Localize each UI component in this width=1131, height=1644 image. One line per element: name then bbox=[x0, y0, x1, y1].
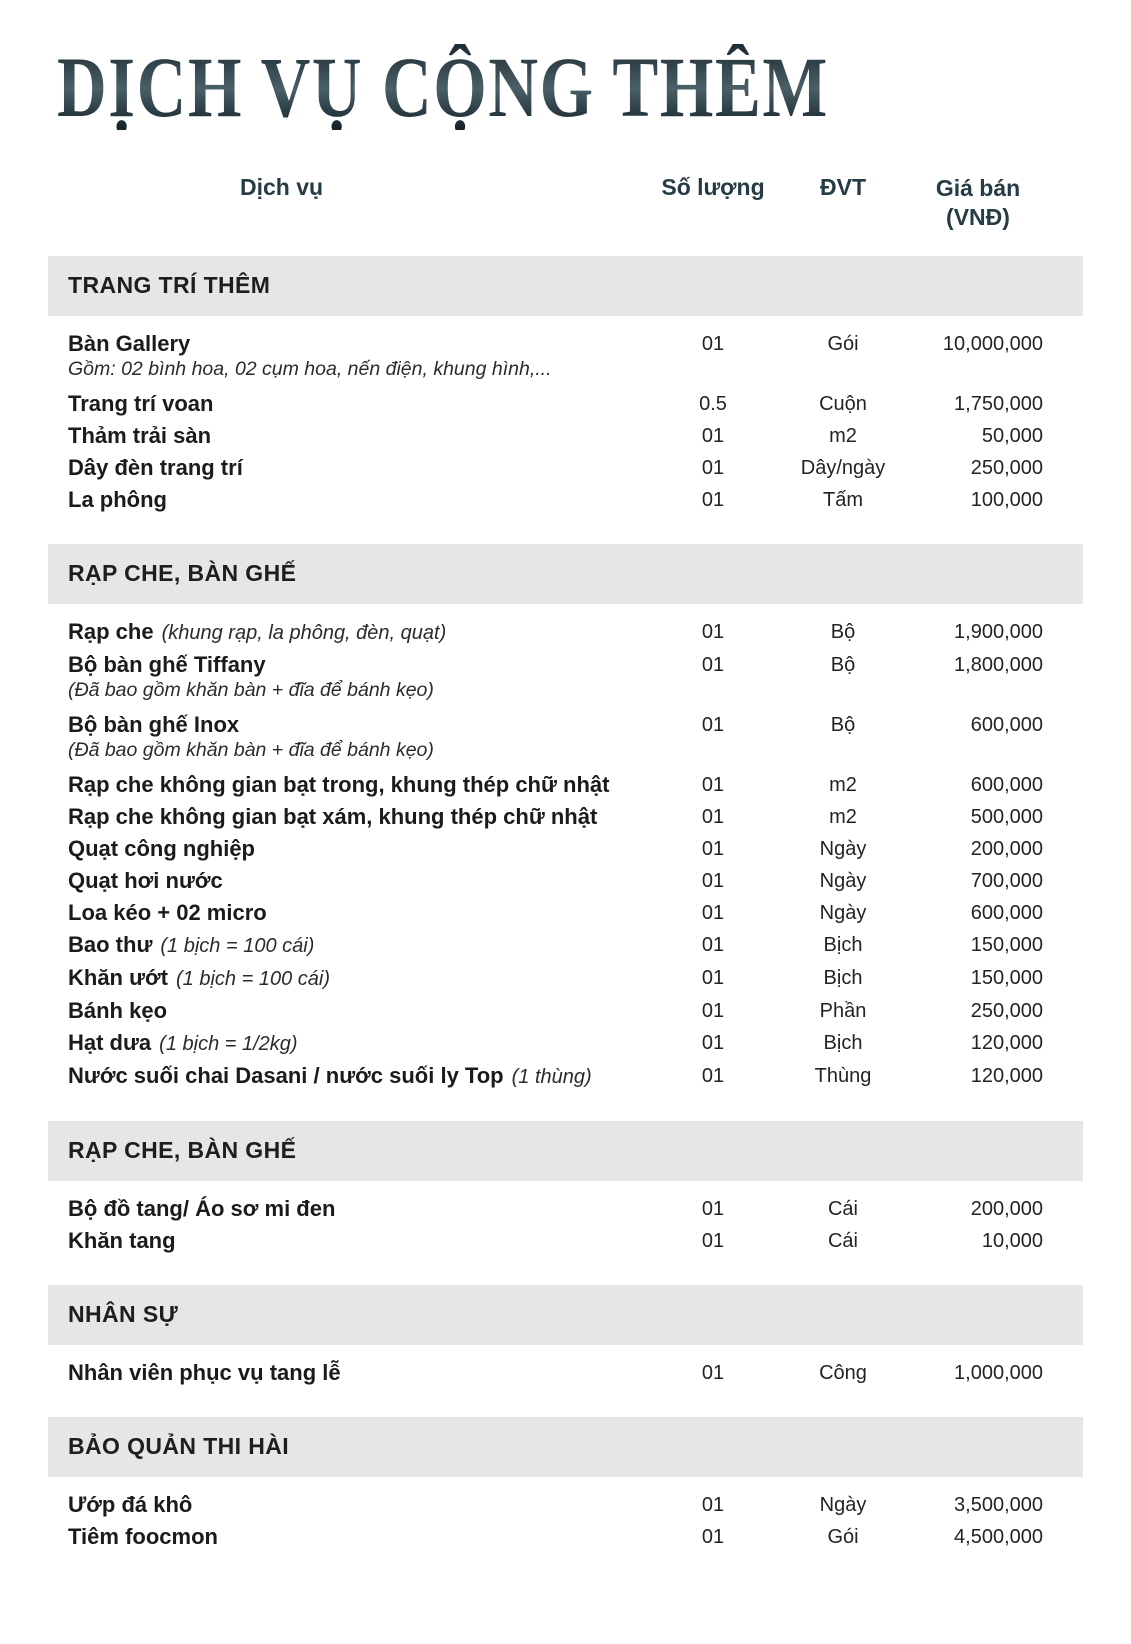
price-cell: 700,000 bbox=[970, 869, 1043, 892]
quantity-cell: 01 bbox=[701, 424, 725, 447]
service-name-cell bbox=[68, 1225, 653, 1257]
service-name-cell bbox=[68, 709, 653, 769]
column-header-price-line2: (VNĐ) bbox=[946, 203, 1010, 230]
table-row bbox=[48, 420, 1083, 452]
price-cell: 1,800,000 bbox=[954, 653, 1043, 676]
table-column-header-row bbox=[48, 144, 1083, 232]
page-title: DỊCH VỤ CỘNG THÊM bbox=[57, 39, 829, 135]
price-cell: 250,000 bbox=[970, 456, 1043, 479]
quantity-cell: 01 bbox=[701, 901, 725, 924]
section-rows bbox=[48, 604, 1083, 1097]
service-name: Rạp che bbox=[68, 618, 154, 644]
section-rows bbox=[48, 1181, 1083, 1261]
service-name-cell bbox=[68, 769, 653, 801]
table-row bbox=[48, 897, 1083, 929]
price-cell: 100,000 bbox=[970, 488, 1043, 511]
table-row bbox=[48, 1060, 1083, 1093]
service-name-cell bbox=[68, 1357, 653, 1389]
service-name-cell bbox=[68, 649, 653, 709]
price-cell: 1,900,000 bbox=[954, 620, 1043, 643]
unit-cell: Bịch bbox=[823, 1031, 863, 1054]
section-header-label: NHÂN SỰ bbox=[68, 1301, 179, 1327]
price-cell: 50,000 bbox=[981, 424, 1043, 447]
price-cell: 200,000 bbox=[970, 1197, 1043, 1220]
column-header-service: Dịch vụ bbox=[240, 174, 324, 200]
service-note: (1 bịch = 100 cái) bbox=[160, 934, 315, 957]
quantity-cell: 01 bbox=[701, 869, 725, 892]
service-subnote: Gồm: 02 bình hoa, 02 cụm hoa, nến điện, khung hình,... bbox=[68, 357, 552, 380]
quantity-cell: 01 bbox=[701, 1525, 725, 1548]
table-row bbox=[48, 801, 1083, 833]
table-section bbox=[48, 1285, 1083, 1393]
quantity-cell: 01 bbox=[701, 488, 725, 511]
service-name: Tiêm foocmon bbox=[68, 1523, 218, 1549]
unit-cell: Ngày bbox=[819, 901, 867, 924]
service-name-cell bbox=[68, 995, 653, 1027]
service-name-cell bbox=[68, 897, 653, 929]
table-sections bbox=[48, 256, 1083, 1557]
table-row bbox=[48, 833, 1083, 865]
price-cell: 250,000 bbox=[970, 999, 1043, 1022]
column-header-price bbox=[913, 174, 1043, 232]
service-name: Dây đèn trang trí bbox=[68, 454, 243, 480]
table-section bbox=[48, 544, 1083, 1097]
table-row bbox=[48, 1357, 1083, 1389]
price-cell: 600,000 bbox=[970, 713, 1043, 736]
unit-cell: m2 bbox=[829, 424, 857, 447]
quantity-cell: 01 bbox=[701, 1197, 725, 1220]
service-name-cell bbox=[68, 962, 653, 995]
price-cell: 600,000 bbox=[970, 901, 1043, 924]
table-row bbox=[48, 1027, 1083, 1060]
table-section bbox=[48, 1417, 1083, 1557]
price-list-page bbox=[0, 39, 1131, 1587]
unit-cell: Cuộn bbox=[819, 392, 867, 415]
table-row bbox=[48, 929, 1083, 962]
service-name: Bộ đồ tang/ Áo sơ mi đen bbox=[68, 1195, 336, 1221]
unit-cell: Bịch bbox=[823, 933, 863, 956]
service-name-cell bbox=[68, 1060, 653, 1093]
service-name-cell bbox=[68, 484, 653, 516]
column-header-unit: ĐVT bbox=[820, 174, 866, 200]
table-section bbox=[48, 256, 1083, 520]
column-header-quantity: Số lượng bbox=[661, 174, 765, 200]
section-header-label: RẠP CHE, BÀN GHẾ bbox=[68, 560, 297, 586]
price-cell: 120,000 bbox=[970, 1031, 1043, 1054]
unit-cell: Cái bbox=[827, 1197, 858, 1220]
service-name: Hạt dưa bbox=[68, 1029, 152, 1055]
service-name-cell bbox=[68, 833, 653, 865]
price-cell: 10,000,000 bbox=[942, 332, 1043, 355]
quantity-cell: 01 bbox=[701, 966, 725, 989]
table-section bbox=[48, 1121, 1083, 1261]
unit-cell: Cái bbox=[827, 1229, 858, 1252]
unit-cell: Gói bbox=[827, 332, 859, 355]
quantity-cell: 01 bbox=[701, 332, 725, 355]
price-cell: 1,750,000 bbox=[954, 392, 1043, 415]
table-row bbox=[48, 962, 1083, 995]
service-name-cell bbox=[68, 616, 653, 649]
price-cell: 500,000 bbox=[970, 805, 1043, 828]
service-name: La phông bbox=[68, 486, 167, 512]
table-row bbox=[48, 865, 1083, 897]
quantity-cell: 01 bbox=[701, 653, 725, 676]
table-row bbox=[48, 452, 1083, 484]
table-row bbox=[48, 995, 1083, 1027]
service-name: Nước suối chai Dasani / nước suối ly Top bbox=[68, 1062, 504, 1088]
unit-cell: Bịch bbox=[823, 966, 863, 989]
price-cell: 3,500,000 bbox=[954, 1493, 1043, 1516]
service-name: Ướp đá khô bbox=[68, 1491, 193, 1517]
service-name: Loa kéo + 02 micro bbox=[68, 899, 267, 925]
unit-cell: Công bbox=[819, 1361, 867, 1384]
section-header-band bbox=[48, 1285, 1083, 1345]
service-name-cell bbox=[68, 388, 653, 420]
service-name: Bộ bàn ghế Tiffany bbox=[68, 651, 266, 677]
service-name: Rạp che không gian bạt trong, khung thép chữ nhật bbox=[68, 771, 610, 797]
service-subnote: (Đã bao gồm khăn bàn + đĩa để bánh kẹo) bbox=[68, 678, 434, 701]
service-name: Rạp che không gian bạt xám, khung thép chữ nhật bbox=[68, 803, 598, 829]
service-note: (1 bịch = 100 cái) bbox=[176, 967, 330, 990]
service-name: Thảm trải sàn bbox=[68, 422, 212, 448]
table-row bbox=[48, 769, 1083, 801]
quantity-cell: 01 bbox=[701, 1064, 725, 1087]
price-cell: 200,000 bbox=[970, 837, 1043, 860]
unit-cell: Ngày bbox=[819, 869, 867, 892]
unit-cell: Bộ bbox=[830, 620, 856, 643]
table-row bbox=[48, 1193, 1083, 1225]
section-header-label: BẢO QUẢN THI HÀI bbox=[68, 1433, 290, 1459]
quantity-cell: 01 bbox=[701, 837, 725, 860]
service-name-cell bbox=[68, 420, 653, 452]
service-name: Khăn tang bbox=[68, 1227, 176, 1253]
unit-cell: Thùng bbox=[814, 1064, 872, 1087]
price-cell: 4,500,000 bbox=[954, 1525, 1043, 1548]
section-header-band bbox=[48, 1417, 1083, 1477]
unit-cell: m2 bbox=[829, 773, 857, 796]
table-row bbox=[48, 1225, 1083, 1257]
service-name: Bao thư bbox=[68, 931, 153, 957]
table-row bbox=[48, 388, 1083, 420]
quantity-cell: 01 bbox=[701, 1031, 725, 1054]
table-row bbox=[48, 649, 1083, 709]
unit-cell: Gói bbox=[827, 1525, 859, 1548]
table-row bbox=[48, 484, 1083, 516]
unit-cell: Bộ bbox=[830, 713, 856, 736]
quantity-cell: 01 bbox=[701, 805, 725, 828]
unit-cell: Dây/ngày bbox=[800, 456, 886, 479]
quantity-cell: 01 bbox=[701, 773, 725, 796]
table-row bbox=[48, 616, 1083, 649]
unit-cell: Ngày bbox=[819, 1493, 867, 1516]
service-name-cell bbox=[68, 1027, 653, 1060]
section-header-label: TRANG TRÍ THÊM bbox=[68, 272, 271, 298]
quantity-cell: 0.5 bbox=[699, 392, 727, 415]
table-row bbox=[48, 1489, 1083, 1521]
service-name-cell bbox=[68, 801, 653, 833]
table-row bbox=[48, 328, 1083, 388]
service-name-cell bbox=[68, 865, 653, 897]
unit-cell: m2 bbox=[829, 805, 857, 828]
price-cell: 120,000 bbox=[970, 1064, 1043, 1087]
service-name-cell bbox=[68, 929, 653, 962]
service-name: Quạt công nghiệp bbox=[68, 835, 255, 861]
service-note: (1 bịch = 1/2kg) bbox=[159, 1032, 298, 1055]
service-name: Quạt hơi nước bbox=[68, 867, 223, 893]
service-name: Trang trí voan bbox=[68, 390, 214, 416]
section-header-band bbox=[48, 256, 1083, 316]
section-header-band bbox=[48, 1121, 1083, 1181]
page-title-wrap bbox=[57, 39, 1083, 144]
unit-cell: Tấm bbox=[823, 488, 863, 511]
service-name: Nhân viên phục vụ tang lễ bbox=[68, 1359, 341, 1385]
quantity-cell: 01 bbox=[701, 999, 725, 1022]
table-row bbox=[48, 1521, 1083, 1553]
quantity-cell: 01 bbox=[701, 456, 725, 479]
service-name-cell bbox=[68, 328, 653, 388]
quantity-cell: 01 bbox=[701, 620, 725, 643]
price-cell: 150,000 bbox=[970, 933, 1043, 956]
section-rows bbox=[48, 1345, 1083, 1393]
service-name: Bộ bàn ghế Inox bbox=[68, 711, 240, 737]
quantity-cell: 01 bbox=[701, 713, 725, 736]
section-header-band bbox=[48, 544, 1083, 604]
section-rows bbox=[48, 1477, 1083, 1557]
service-name-cell bbox=[68, 1521, 653, 1553]
unit-cell: Ngày bbox=[819, 837, 867, 860]
service-name: Khăn ướt bbox=[68, 964, 169, 990]
column-header-price-line1: Giá bán bbox=[935, 175, 1021, 201]
price-cell: 1,000,000 bbox=[954, 1361, 1043, 1384]
price-cell: 10,000 bbox=[981, 1229, 1043, 1252]
service-name-cell bbox=[68, 452, 653, 484]
service-note: (khung rạp, la phông, đèn, quạt) bbox=[161, 621, 447, 644]
price-cell: 150,000 bbox=[970, 966, 1043, 989]
section-rows bbox=[48, 316, 1083, 520]
service-note: (1 thùng) bbox=[511, 1065, 592, 1088]
service-name: Bàn Gallery bbox=[68, 330, 191, 356]
quantity-cell: 01 bbox=[701, 1361, 725, 1384]
service-subnote: (Đã bao gồm khăn bàn + đĩa để bánh kẹo) bbox=[68, 738, 434, 761]
unit-cell: Phần bbox=[819, 999, 867, 1022]
quantity-cell: 01 bbox=[701, 1493, 725, 1516]
unit-cell: Bộ bbox=[830, 653, 856, 676]
table-row bbox=[48, 709, 1083, 769]
quantity-cell: 01 bbox=[701, 1229, 725, 1252]
price-cell: 600,000 bbox=[970, 773, 1043, 796]
quantity-cell: 01 bbox=[701, 933, 725, 956]
service-name-cell bbox=[68, 1193, 653, 1225]
section-header-label: RẠP CHE, BÀN GHẾ bbox=[68, 1137, 297, 1163]
service-name: Bánh kẹo bbox=[68, 997, 168, 1023]
service-name-cell bbox=[68, 1489, 653, 1521]
